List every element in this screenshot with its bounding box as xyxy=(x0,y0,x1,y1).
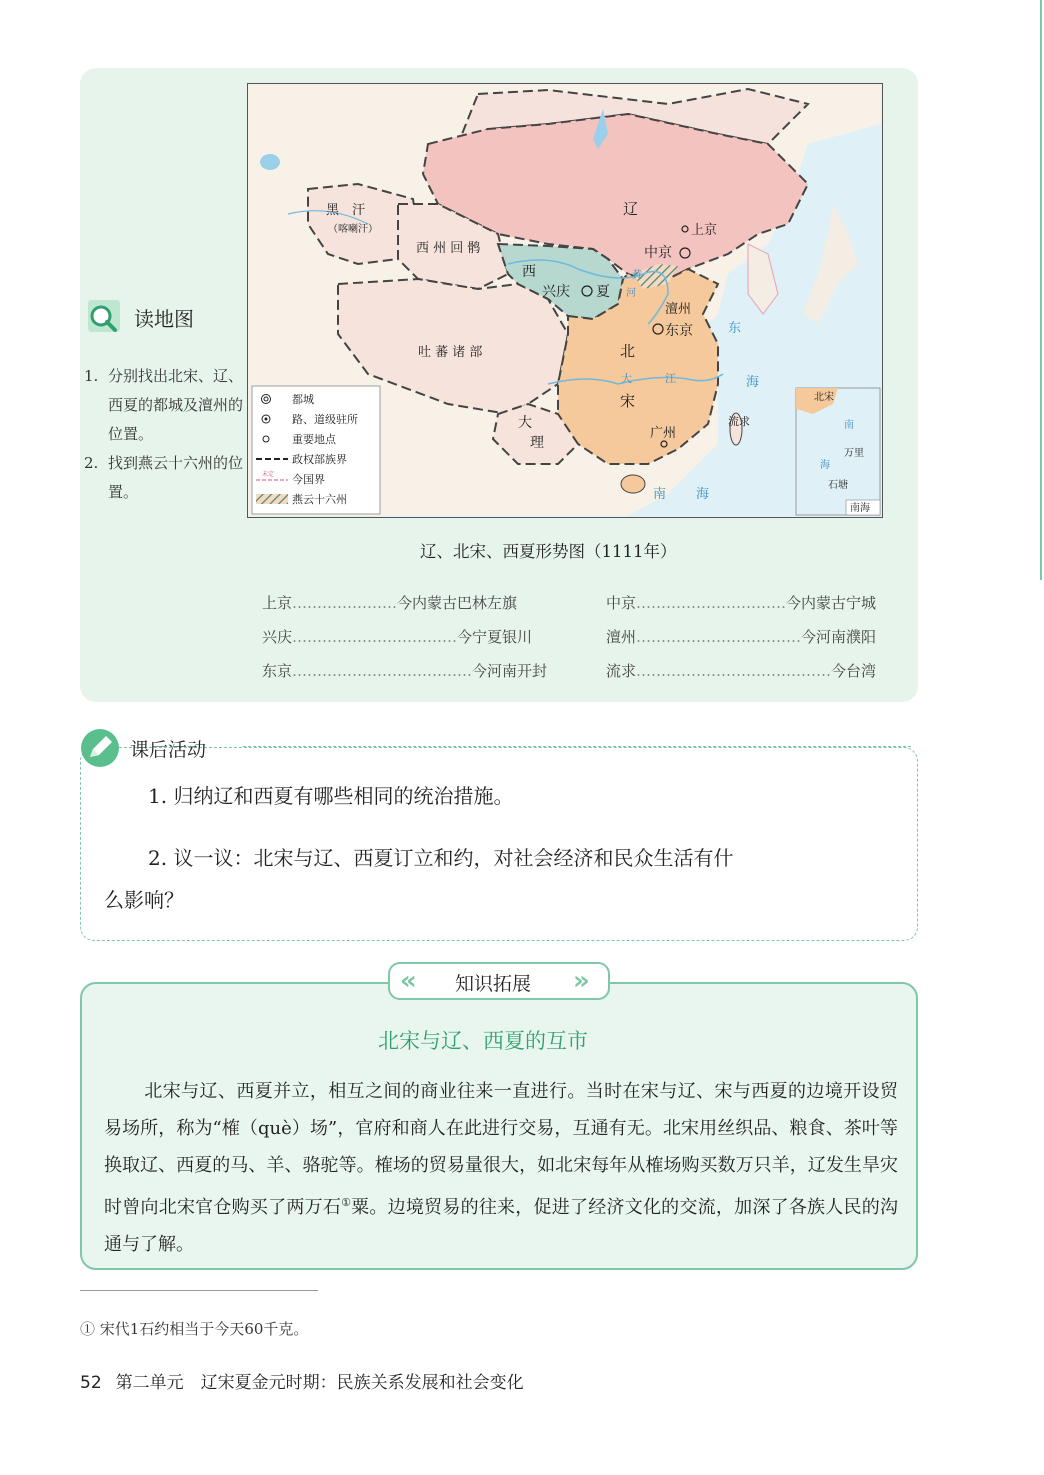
page-footer xyxy=(80,1368,524,1393)
inset-shitang: 石塘 xyxy=(828,480,848,491)
question-text: 分别找出北宋、辽、西夏的都城及澶州的位置。 xyxy=(108,367,244,443)
place-entry: 兴庆……………………………今宁夏银川 xyxy=(262,628,533,646)
south-sea-inset xyxy=(796,388,880,515)
label-xia: 夏 xyxy=(596,284,610,300)
magnifier-icon xyxy=(84,298,124,338)
label-dajiang-1: 大 xyxy=(621,372,632,385)
knowledge-body xyxy=(104,1073,898,1263)
place-entry: 澶州……………………………今河南濮阳 xyxy=(606,628,877,646)
label-heihan: 黑 汗 xyxy=(326,203,366,218)
unit-title: 第二单元 辽宋夏金元时期：民族关系发展和社会变化 xyxy=(115,1373,524,1393)
map-caption: 辽、北宋、西夏形势图（1111年） xyxy=(420,542,677,561)
inset-nan: 南 xyxy=(844,420,854,431)
place-name: 澶州 xyxy=(606,628,637,646)
historical-map xyxy=(247,83,883,518)
question-item xyxy=(84,449,244,507)
label-song: 宋 xyxy=(620,392,636,410)
label-liao: 辽 xyxy=(623,200,639,218)
place-entry: 上京…………………今内蒙古巴林左旗 xyxy=(262,594,518,612)
knowledge-heading: 北宋与辽、西夏的互市 xyxy=(378,1029,588,1053)
activity-question-2-line-1: 2. 议一议：北宋与辽、西夏订立和约，对社会经济和民众生活有什 xyxy=(148,846,734,870)
place-now: 今台湾 xyxy=(831,662,877,680)
label-xizhou: 西 州 回 鹘 xyxy=(416,241,481,256)
legend-important-place: 重要地点 xyxy=(292,433,336,446)
activity-question-1: 1. 归纳辽和西夏有哪些相同的统治措施。 xyxy=(148,784,514,808)
japan-land xyxy=(803,204,858,324)
label-huanghe-1: 黄 xyxy=(632,270,642,281)
place-entry: 东京………………………………今河南开封 xyxy=(262,662,548,680)
legend-national-border: 今国界 xyxy=(292,473,325,486)
label-kashgar: （喀喇汗） xyxy=(328,224,378,235)
knowledge-body-text-end: 粟。边境贸易的往来，促进了经济文化的交流，加深了各族人民的沟通与了解。 xyxy=(104,1197,898,1255)
question-number: 2. xyxy=(84,454,99,472)
read-map-title: 读地图 xyxy=(134,307,194,331)
knowledge-tab-label: 知识拓展 xyxy=(455,973,532,995)
label-dongjing: 东京 xyxy=(665,323,693,339)
hainan-island xyxy=(621,475,645,493)
question-text: 找到燕云十六州的位置。 xyxy=(108,454,244,501)
inset-nanhai: 南海 xyxy=(850,503,870,514)
activity-title: 课后活动 xyxy=(130,739,207,761)
place-name: 兴庆 xyxy=(262,628,293,646)
lake xyxy=(260,154,280,170)
label-shangjing: 上京 xyxy=(691,223,718,238)
place-now: 今内蒙古巴林左旗 xyxy=(397,594,518,612)
inset-beisong: 北宋 xyxy=(814,392,834,403)
place-now: 今河南濮阳 xyxy=(801,628,877,646)
read-map-questions xyxy=(84,362,244,507)
legend-weiding: 未定 xyxy=(262,471,275,478)
label-tubo: 吐 蕃 诸 部 xyxy=(418,345,483,360)
place-entry: 流求…………………………………今台湾 xyxy=(606,662,877,680)
label-chanzhou: 澶州 xyxy=(665,302,692,317)
label-donghai-2: 海 xyxy=(746,375,760,390)
legend-yanyun: 燕云十六州 xyxy=(292,493,347,506)
page-number: 52 xyxy=(80,1373,102,1393)
pencil-icon xyxy=(80,728,120,768)
label-dali-1: 大 xyxy=(518,415,532,431)
map-legend xyxy=(252,386,380,514)
footnote-divider xyxy=(80,1290,318,1291)
place-name: 上京 xyxy=(262,594,293,612)
activity-divider xyxy=(243,746,911,747)
label-donghai-1: 东 xyxy=(728,321,742,336)
place-entry: 中京…………………………今内蒙古宁城 xyxy=(606,594,877,612)
place-now: 今河南开封 xyxy=(472,662,548,680)
inset-hai: 海 xyxy=(820,460,830,471)
place-name: 流求 xyxy=(606,662,637,680)
label-xingqing: 兴庆 xyxy=(542,284,570,300)
label-dali-2: 理 xyxy=(530,435,544,451)
legend-capital: 都城 xyxy=(292,393,314,406)
knowledge-body-text: 北宋与辽、西夏并立，相互之间的商业往来一直进行。当时在宋与辽、宋与西夏的边境开设贸易场所，称为“榷（què）场”，官府和商人在此进行交易，互通有无。北宋用丝织品、粮食、茶叶等换取辽、西夏的马、羊、骆驼等。榷场的贸易量很大，如北宋每年从榷场购买数万只羊，辽发生旱灾时曾向北宋官仓购买了两万石 xyxy=(104,1081,898,1218)
korea-land xyxy=(748,244,778,314)
label-liuqiu: 流求 xyxy=(728,415,750,428)
legend-border: 政权部族界 xyxy=(292,453,347,466)
inset-wanli: 万里 xyxy=(844,448,864,459)
label-zhongjing: 中京 xyxy=(644,245,672,261)
label-bei: 北 xyxy=(620,342,636,360)
label-guangzhou: 广州 xyxy=(650,426,677,441)
place-now: 今内蒙古宁城 xyxy=(786,594,877,612)
place-now: 今宁夏银川 xyxy=(457,628,533,646)
chevron-left-icon: « xyxy=(400,966,417,996)
place-name: 中京 xyxy=(606,594,637,612)
footnote-mark: ① xyxy=(341,1196,352,1209)
label-huanghe-2: 河 xyxy=(626,288,636,299)
label-nanhai-2: 海 xyxy=(696,487,710,502)
footnote: ① 宋代1石约相当于今天60千克。 xyxy=(80,1320,309,1338)
activity-question-2-line-2: 么影响？ xyxy=(104,888,184,912)
question-item xyxy=(84,362,244,449)
question-number: 1. xyxy=(84,367,99,385)
label-xi: 西 xyxy=(522,264,536,280)
place-name: 东京 xyxy=(262,662,293,680)
legend-route-seat: 路、道级驻所 xyxy=(292,413,358,426)
label-nanhai-1: 南 xyxy=(653,487,667,502)
chevron-right-icon: » xyxy=(573,966,590,996)
page-edge-rule xyxy=(1040,0,1042,580)
label-dajiang-2: 江 xyxy=(665,372,676,385)
